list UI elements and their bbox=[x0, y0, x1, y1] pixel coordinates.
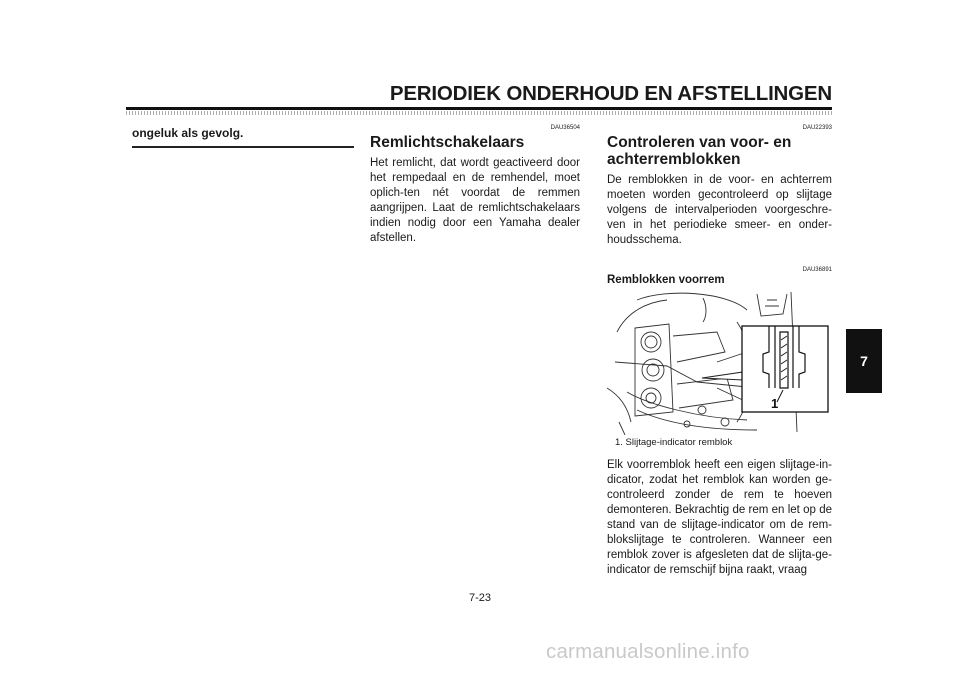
section-heading: Controleren van voor- en achterremblokken bbox=[607, 134, 792, 168]
section-code: DAU22393 bbox=[802, 125, 832, 131]
watermark: carmanualsonline.info bbox=[546, 640, 750, 663]
warning-end-rule bbox=[132, 146, 354, 148]
column-3 bbox=[607, 124, 832, 578]
column-1 bbox=[132, 124, 354, 148]
section-intro: De remblokken in de voor- en achterrem moeten worden gecontroleerd op slijtage volgens de intervalperioden voorgeschre-ven in het periodieke smeer- en onder-houdsschema. bbox=[607, 174, 832, 246]
brake-caliper-illustration bbox=[607, 292, 829, 435]
subsection-heading: Remblokken voorrem bbox=[607, 274, 725, 286]
section-heading: Remlichtschakelaars bbox=[370, 134, 525, 151]
subsection-code: DAU36891 bbox=[802, 267, 832, 273]
header-dotted-rule bbox=[126, 111, 832, 115]
column-2 bbox=[370, 124, 580, 246]
continuation-text: ongeluk als gevolg. bbox=[132, 126, 244, 140]
header-rule bbox=[126, 107, 832, 110]
page-number: 7-23 bbox=[468, 592, 492, 604]
figure-callout-number: 1 bbox=[771, 396, 779, 411]
brake-caliper-figure bbox=[607, 292, 829, 435]
section-body: Het remlicht, dat wordt geactiveerd door het rempedaal en de remhendel, moet oplich-ten nét voordat de remmen aangrijpen. Laat de remlichtschakelaars indien nodig door een Yamaha dealer afstellen. bbox=[370, 157, 580, 244]
page-title: PERIODIEK ONDERHOUD EN AFSTELLINGEN bbox=[389, 82, 832, 105]
section-code: DAU36504 bbox=[550, 125, 580, 131]
section-body: Elk voorremblok heeft een eigen slijtage-in-dicator, zodat het remblok kan worden ge-controleerd zonder de rem te hoeven demonteren. Bekrachtig de rem en let op de stand van de slijtage-indicator om de rem-blokslijtage te controleren. Wanneer een remblok zover is afgesleten dat de slijta-ge-indicator de remschijf bijna raakt, vraag bbox=[607, 459, 832, 576]
chapter-tab: 7 bbox=[846, 329, 882, 393]
figure-caption: 1. Slijtage-indicator remblok bbox=[615, 437, 733, 448]
